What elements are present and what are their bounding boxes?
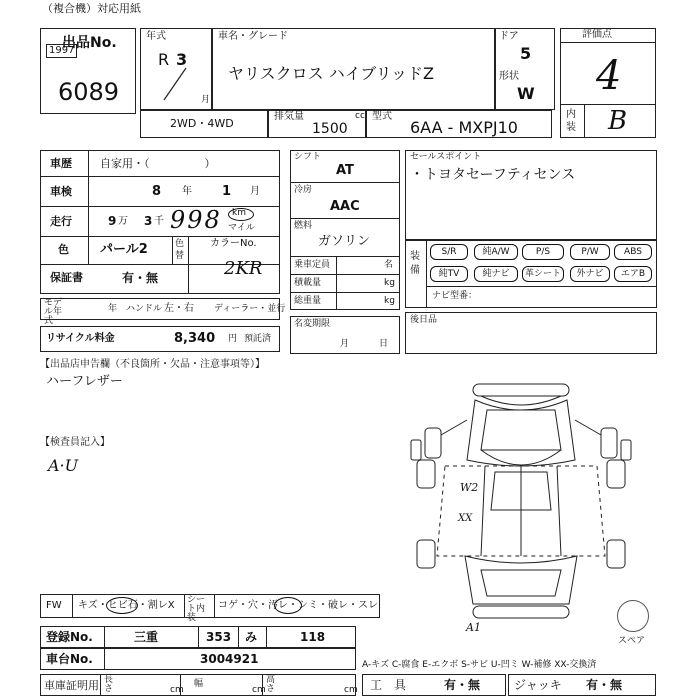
year-label: 年式 — [146, 31, 166, 42]
doors-value: 5 — [520, 44, 532, 63]
navi-label: ナビ型番： — [432, 291, 478, 301]
model-value: 6AA - MXPJ10 — [410, 118, 518, 137]
grade-value: 4 — [596, 53, 622, 99]
diagram-mark-a1: A1 — [466, 621, 481, 634]
diagram-mark-xx: XX — [458, 513, 473, 524]
mileage-handwritten: 998 — [170, 206, 222, 234]
fw-label: FW — [46, 600, 62, 611]
name-change-unit: 月日 — [340, 339, 419, 349]
sheet-items: コゲ・穴・汚レ・シミ・破レ・スレ — [218, 600, 378, 611]
tools-label: 工 具 — [370, 678, 407, 692]
equipment-label: 装備 — [410, 251, 420, 276]
certificate-length: 長さ — [104, 675, 114, 694]
equipment-item: ABS — [614, 244, 652, 260]
sales-point-value: ・トヨタセーフティセンス — [410, 167, 576, 183]
recycle-unit: 円 — [228, 334, 238, 344]
registration-kana: み — [245, 630, 258, 644]
color-code-label: カラーNo. — [210, 238, 257, 249]
repaint-label: 色替 — [175, 239, 185, 261]
diagram-mark-w2: W2 — [460, 481, 479, 494]
year-era: R — [158, 50, 170, 69]
equipment-item: 純ナビ — [474, 266, 518, 282]
mileage-man: 9 — [108, 214, 117, 228]
warranty-label: 保証書 — [50, 271, 83, 284]
displacement-label: 排気量 — [274, 111, 304, 122]
chassis-label: 車台No. — [46, 652, 93, 666]
shape-label: 形状 — [499, 71, 519, 82]
capacity-unit: 名 — [384, 260, 394, 270]
equipment-item: P/S — [522, 244, 564, 260]
history-value: 自家用・（ ） — [100, 157, 216, 170]
equipment-item: 純A/W — [474, 244, 518, 260]
inspection-label: 車検 — [50, 185, 72, 198]
certificate-unit-1: cm — [170, 685, 184, 695]
inspection-year: 8 — [152, 184, 162, 199]
certificate-height: 高さ — [266, 675, 276, 694]
spare-label: スペア — [618, 636, 646, 646]
grade-label: 評価点 — [582, 29, 612, 40]
recycle-value: 8,340 — [174, 331, 216, 346]
certificate-unit-3: cm — [344, 685, 358, 695]
inspection-month: 1 — [222, 184, 232, 199]
shape-value: W — [517, 84, 535, 103]
defects-label: 【出品店申告欄（不良箇所・欠品・注意事項等）】 — [40, 359, 265, 370]
shift-value: AT — [336, 163, 354, 178]
form-note: （複合機）対応用紙 — [42, 2, 141, 15]
sales-point-label: セールスポイント — [410, 152, 482, 162]
fuel-label: 燃料 — [294, 221, 313, 231]
inspector-value: A·U — [48, 456, 79, 475]
fuel-value: ガソリン — [318, 234, 371, 249]
aftermarket-label: 後日品 — [410, 315, 438, 325]
doors-label: ドア — [499, 31, 519, 42]
weight-label: 総重量 — [294, 296, 322, 306]
lot-stamp: 1997 — [46, 44, 77, 58]
mileage-man-unit: 万 — [118, 216, 128, 227]
shift-label: シフト — [294, 152, 322, 162]
name-change-label: 名変期限 — [294, 319, 331, 329]
spare-tire-icon — [617, 600, 649, 632]
displacement-value: 1500 — [312, 121, 348, 137]
certificate-width: 幅 — [194, 679, 204, 689]
chassis-value: 3004921 — [200, 652, 259, 666]
handle-label: ハンドル — [126, 304, 163, 314]
tools-value: 有・無 — [444, 678, 481, 692]
registration-label: 登録No. — [46, 630, 93, 644]
aftermarket-box — [405, 312, 657, 354]
registration-number: 118 — [300, 630, 326, 644]
sales-point-box — [405, 150, 657, 240]
jack-value: 有・無 — [586, 678, 623, 692]
equipment-item: エアB — [614, 266, 652, 282]
mileage-sen: 3 — [144, 214, 153, 228]
model-year-label: モデル年式 — [44, 298, 63, 326]
capacity-label: 乗車定員 — [294, 260, 331, 270]
model-year-unit: 年 — [108, 304, 118, 314]
defects-value: ハーフレザー — [46, 374, 123, 389]
load-unit: kg — [384, 278, 395, 288]
car-name-label: 車名・グレード — [218, 31, 288, 42]
car-name-value: ヤリスクロス ハイブリッドZ — [228, 64, 434, 83]
equipment-item: 純TV — [430, 266, 468, 282]
fw-items: キズ・ヒビ石・割レX — [78, 600, 175, 611]
inspection-year-unit: 年 — [182, 186, 192, 197]
recycle-label: リサイクル料金 — [46, 333, 115, 344]
model-label: 型式 — [372, 111, 392, 122]
lot-number: 6089 — [58, 78, 120, 106]
dealer-label: ディーラー・並行 — [214, 304, 286, 314]
registration-region: 三重 — [134, 630, 159, 644]
warranty-value: 有・無 — [122, 271, 159, 285]
equipment-item: S/R — [430, 244, 468, 260]
mileage-label: 走行 — [50, 215, 72, 228]
color-code: 2KR — [224, 258, 263, 279]
handle-value: 左・右 — [164, 303, 194, 314]
drive-label: 2WD・4WD — [170, 117, 234, 130]
inspection-month-unit: 月 — [250, 186, 260, 197]
aircon-label: 冷房 — [294, 185, 313, 195]
mileage-unit-km: km — [232, 208, 246, 218]
weight-unit: kg — [384, 296, 395, 306]
certificate-label: 車庫証明用 — [44, 679, 99, 692]
load-label: 積載量 — [294, 278, 322, 288]
jack-label: ジャッキ — [514, 678, 562, 692]
equipment-item: P/W — [570, 244, 610, 260]
damage-legend: A-キズ C-腐食 E-エクボ S-サビ U-凹ミ W-補修 XX-交換済 — [362, 660, 597, 670]
certificate-unit-2: cm — [252, 685, 266, 695]
year-value: 3 — [176, 50, 188, 69]
displacement-unit: cc — [355, 111, 365, 121]
car-diagram — [405, 380, 635, 630]
history-label: 車歴 — [50, 157, 72, 170]
recycle-note: 預託済 — [244, 334, 272, 344]
inspector-label: 【検査員記入】 — [40, 437, 110, 448]
aircon-value: AAC — [330, 199, 360, 214]
equipment-item: 革シート — [522, 266, 564, 282]
registration-class: 353 — [206, 630, 232, 644]
interior-label: 内装 — [566, 109, 576, 133]
month-suffix: 月 — [201, 95, 211, 105]
year-slash — [160, 64, 190, 104]
interior-value: B — [608, 106, 628, 136]
mileage-unit-mile: マイル — [228, 223, 255, 233]
color-value: パール2 — [100, 242, 148, 257]
sheet-label: シート内装 — [187, 595, 206, 623]
color-label: 色 — [58, 243, 69, 256]
mileage-sen-unit: 千 — [154, 216, 164, 227]
lot-label: 出品No. — [62, 35, 117, 51]
equipment-item: 外ナビ — [570, 266, 610, 282]
